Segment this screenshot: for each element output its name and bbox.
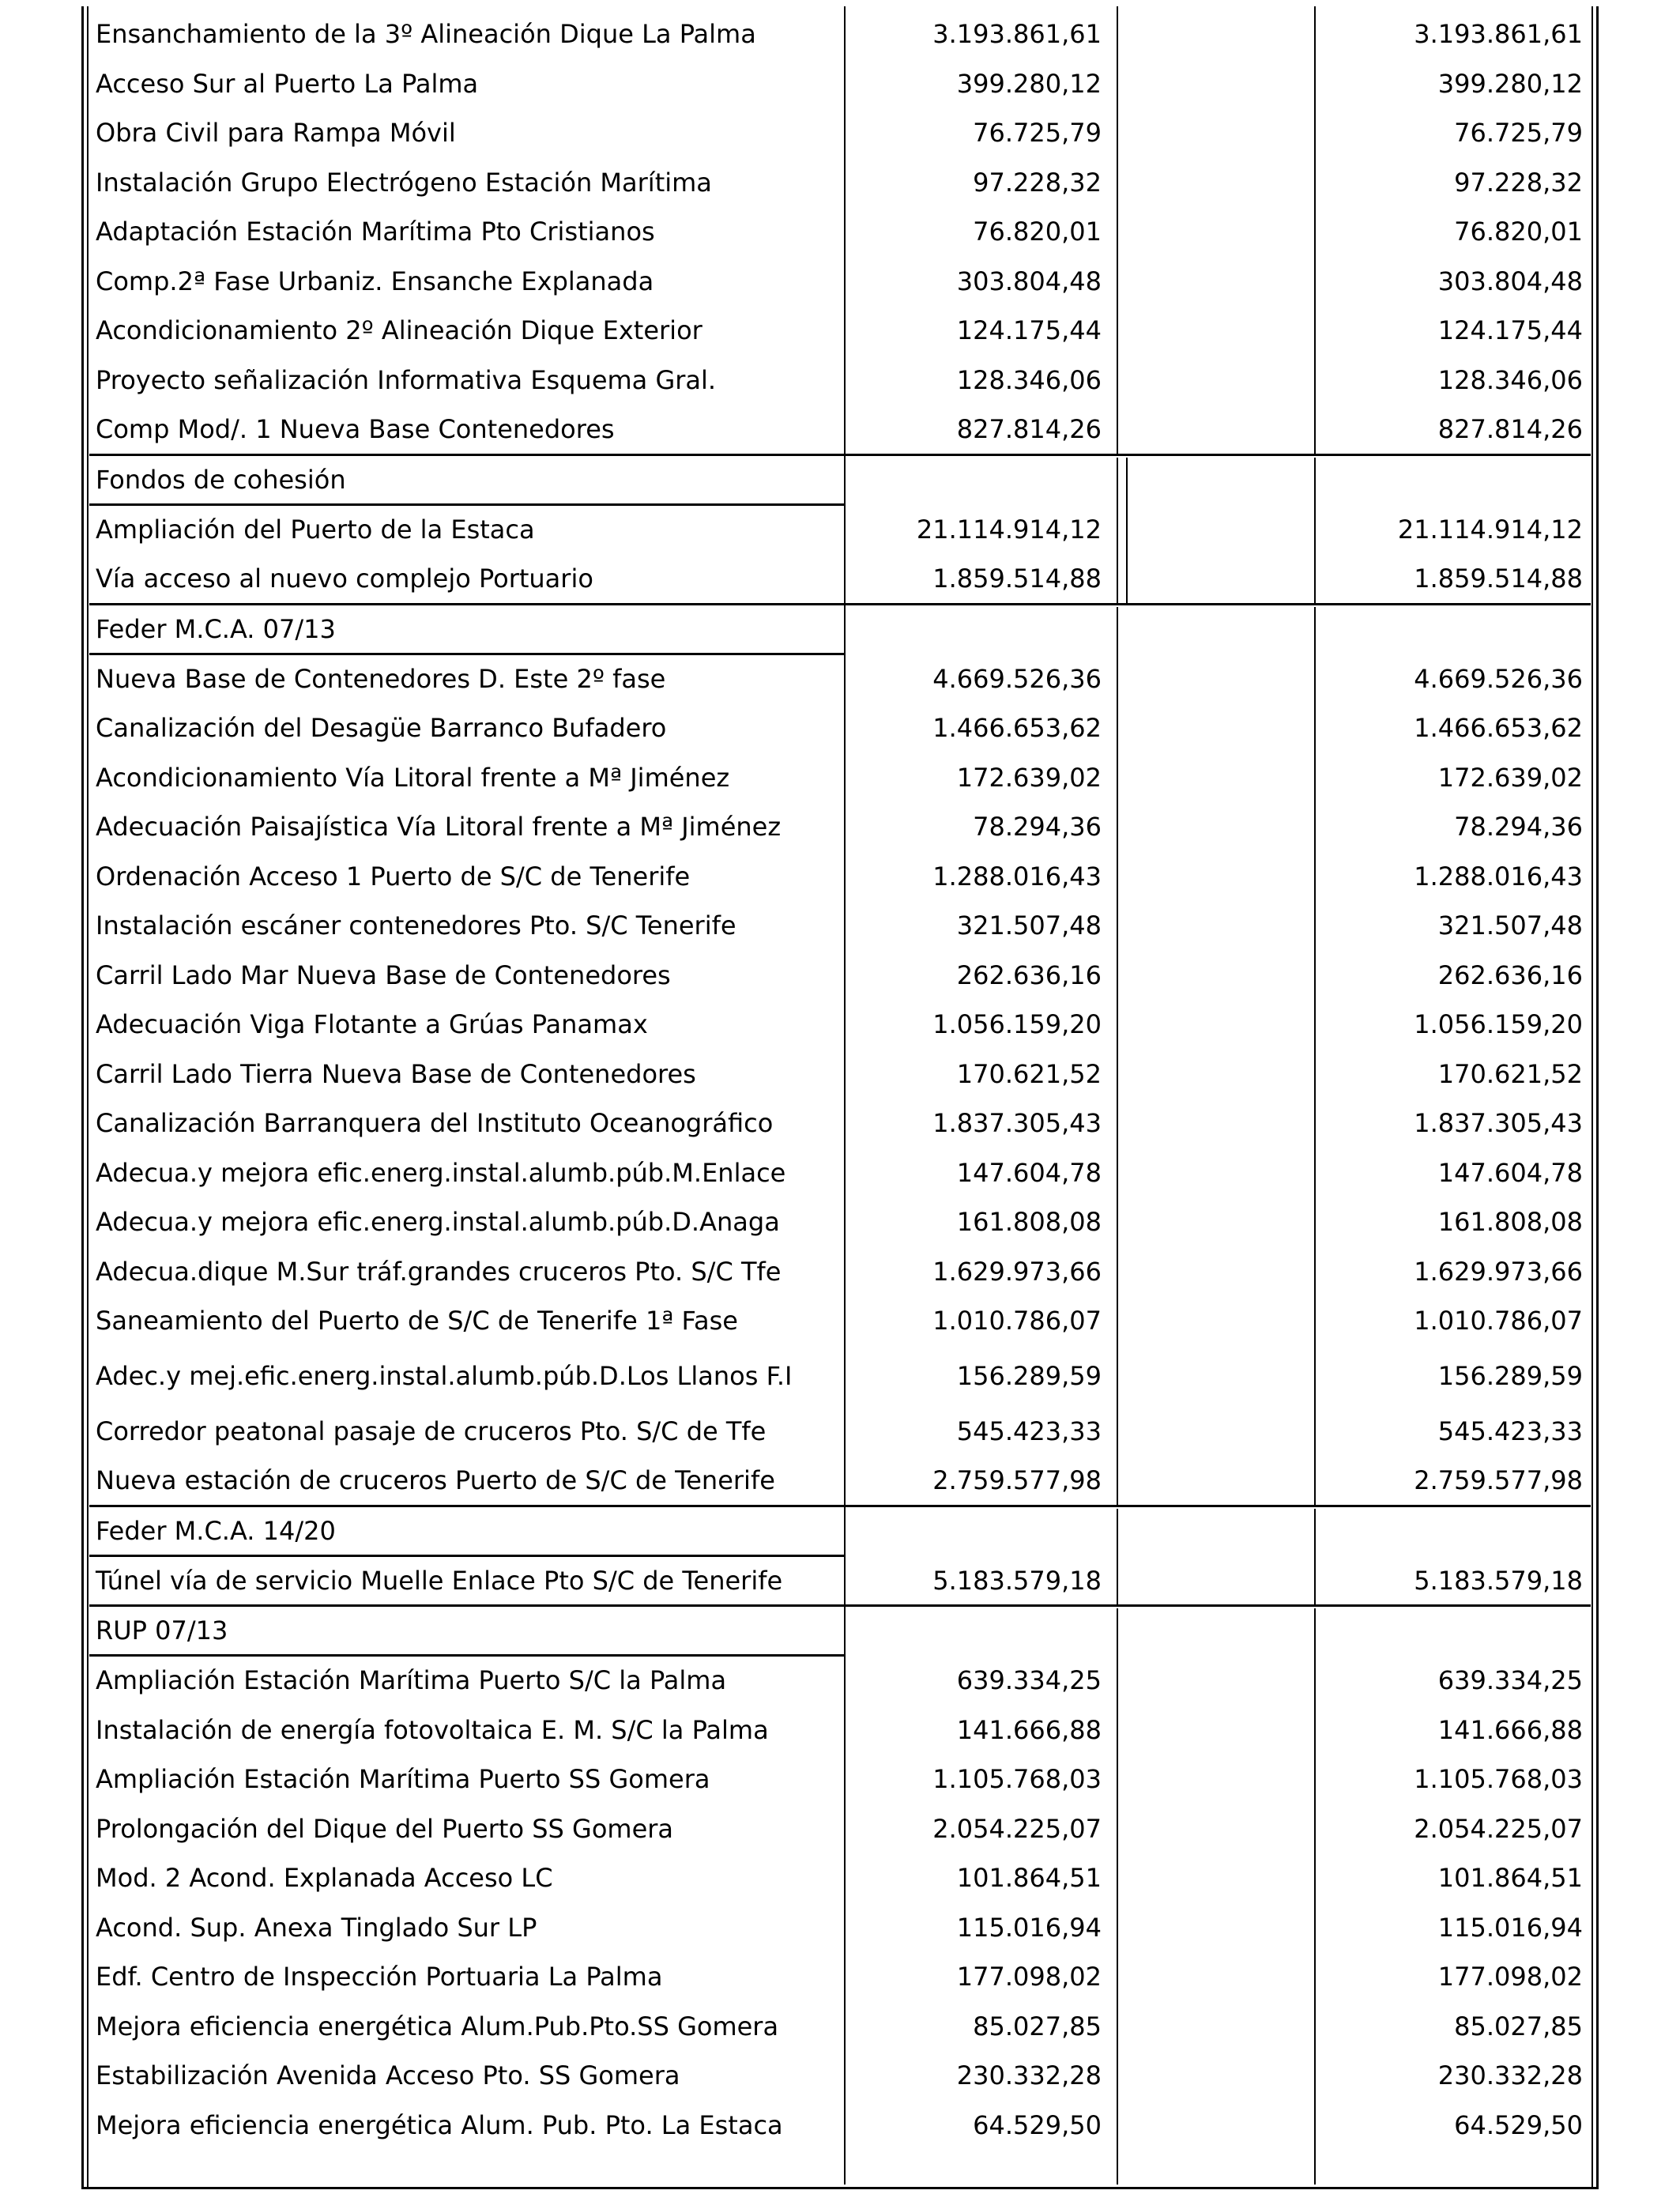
item-amount: 3.193.861,61 <box>932 19 1102 50</box>
item-total: 85.027,85 <box>1454 2011 1583 2041</box>
item-total: 156.289,59 <box>1437 1361 1583 1391</box>
section-header: Feder M.C.A. 14/20 <box>96 1515 336 1546</box>
item-total: 21.114.914,12 <box>1397 514 1583 545</box>
item-total: 141.666,88 <box>1437 1714 1583 1745</box>
item-amount: 124.175,44 <box>956 315 1102 346</box>
item-description: Ampliación del Puerto de la Estaca <box>96 514 535 545</box>
item-total: 827.814,26 <box>1437 414 1583 445</box>
item-description: Edf. Centro de Inspección Portuaria La Palma <box>96 1962 663 1992</box>
item-description: Acond. Sup. Anexa Tinglado Sur LP <box>96 1912 537 1943</box>
item-amount: 141.666,88 <box>956 1714 1102 1745</box>
item-amount: 303.804,48 <box>956 266 1102 296</box>
item-description: Instalación Grupo Electrógeno Estación Marítima <box>96 167 712 198</box>
item-description: Carril Lado Mar Nueva Base de Contenedores <box>96 959 671 990</box>
item-total: 1.288.016,43 <box>1414 861 1583 892</box>
item-description: Obra Civil para Rampa Móvil <box>96 118 456 149</box>
item-amount: 1.288.016,43 <box>932 861 1102 892</box>
item-total: 321.507,48 <box>1437 910 1583 941</box>
item-amount: 1.629.973,66 <box>932 1256 1102 1287</box>
item-description: Comp.2ª Fase Urbaniz. Ensanche Explanada <box>96 266 654 296</box>
column-divider-description <box>844 6 846 454</box>
column-divider-amount <box>1117 6 1118 454</box>
item-total: 76.725,79 <box>1454 118 1583 149</box>
item-total: 147.604,78 <box>1437 1157 1583 1188</box>
item-description: Vía acceso al nuevo complejo Portuario <box>96 564 593 594</box>
item-total: 639.334,25 <box>1437 1665 1583 1696</box>
item-description: Acondicionamiento 2º Alineación Dique Exterior <box>96 315 703 346</box>
column-divider-amount <box>1117 607 1118 1506</box>
item-total: 4.669.526,36 <box>1414 663 1583 694</box>
item-description: Corredor peatonal pasaje de cruceros Pto. S/C de Tfe <box>96 1416 767 1446</box>
item-total: 2.054.225,07 <box>1414 1813 1583 1844</box>
item-description: Prolongación del Dique del Puerto SS Gomera <box>96 1813 674 1844</box>
item-description: Acondicionamiento Vía Litoral frente a Mª Jiménez <box>96 762 730 793</box>
item-total: 101.864,51 <box>1437 1863 1583 1894</box>
item-amount: 170.621,52 <box>956 1058 1102 1089</box>
item-description: Acceso Sur al Puerto La Palma <box>96 68 479 99</box>
item-total: 1.629.973,66 <box>1414 1256 1583 1287</box>
item-total: 78.294,36 <box>1454 812 1583 843</box>
item-amount: 1.105.768,03 <box>932 1764 1102 1795</box>
item-amount: 85.027,85 <box>973 2011 1102 2041</box>
column-divider-total <box>1314 607 1316 1506</box>
item-total: 1.466.653,62 <box>1414 713 1583 744</box>
item-total: 545.423,33 <box>1437 1416 1583 1446</box>
item-description: Adecua.y mejora efic.energ.instal.alumb.púb.D.Anaga <box>96 1207 780 1238</box>
item-amount: 827.814,26 <box>956 414 1102 445</box>
item-amount: 399.280,12 <box>956 68 1102 99</box>
column-divider-total <box>1314 6 1316 454</box>
item-amount: 2.054.225,07 <box>932 1813 1102 1844</box>
column-divider-amount <box>1117 458 1118 604</box>
item-amount: 21.114.914,12 <box>916 514 1102 545</box>
item-description: Adecua.y mejora efic.energ.instal.alumb.púb.M.Enlace <box>96 1157 786 1188</box>
section-header: Fondos de cohesión <box>96 464 346 495</box>
item-total: 124.175,44 <box>1437 315 1583 346</box>
item-amount: 1.010.786,07 <box>932 1306 1102 1336</box>
item-total: 3.193.861,61 <box>1414 19 1583 50</box>
item-total: 1.859.514,88 <box>1414 564 1583 594</box>
item-description: Comp Mod/. 1 Nueva Base Contenedores <box>96 414 615 445</box>
item-description: Instalación escáner contenedores Pto. S/C Tenerife <box>96 910 736 941</box>
item-amount: 321.507,48 <box>956 910 1102 941</box>
item-total: 399.280,12 <box>1437 68 1583 99</box>
item-amount: 76.820,01 <box>973 217 1102 247</box>
item-amount: 1.056.159,20 <box>932 1009 1102 1040</box>
item-total: 64.529,50 <box>1454 2109 1583 2140</box>
item-description: Ensanchamiento de la 3º Alineación Dique La Palma <box>96 19 756 50</box>
item-amount: 545.423,33 <box>956 1416 1102 1446</box>
item-amount: 128.346,06 <box>956 364 1102 395</box>
item-total: 262.636,16 <box>1437 959 1583 990</box>
item-amount: 4.669.526,36 <box>932 663 1102 694</box>
item-total: 2.759.577,98 <box>1414 1465 1583 1496</box>
item-description: Canalización Barranquera del Instituto Oceanográfico <box>96 1108 774 1139</box>
item-description: Instalación de energía fotovoltaica E. M. S/C la Palma <box>96 1714 769 1745</box>
item-description: Nueva Base de Contenedores D. Este 2º fase <box>96 663 666 694</box>
item-total: 128.346,06 <box>1437 364 1583 395</box>
item-total: 115.016,94 <box>1437 1912 1583 1943</box>
item-description: Adecua.dique M.Sur tráf.grandes cruceros Pto. S/C Tfe <box>96 1256 782 1287</box>
item-description: Carril Lado Tierra Nueva Base de Contenedores <box>96 1058 696 1089</box>
item-total: 172.639,02 <box>1437 762 1583 793</box>
item-description: Nueva estación de cruceros Puerto de S/C de Tenerife <box>96 1465 775 1496</box>
item-amount: 2.759.577,98 <box>932 1465 1102 1496</box>
item-total: 230.332,28 <box>1437 2060 1583 2091</box>
column-divider-total <box>1314 1608 1316 2185</box>
item-description: Adecuación Paisajística Vía Litoral frente a Mª Jiménez <box>96 812 782 843</box>
item-amount: 147.604,78 <box>956 1157 1102 1188</box>
item-total: 303.804,48 <box>1437 266 1583 296</box>
budget-table <box>81 6 1599 2189</box>
item-description: Túnel vía de servicio Muelle Enlace Pto S/C de Tenerife <box>96 1565 783 1596</box>
item-amount: 230.332,28 <box>956 2060 1102 2091</box>
item-description: Mejora eficiencia energética Alum.Pub.Pto.SS Gomera <box>96 2011 779 2041</box>
item-description: Adecuación Viga Flotante a Grúas Panamax <box>96 1009 648 1040</box>
item-description: Mod. 2 Acond. Explanada Acceso LC <box>96 1863 553 1894</box>
column-divider-double <box>1126 458 1128 604</box>
item-description: Adec.y mej.efic.energ.instal.alumb.púb.D.Los Llanos F.I <box>96 1361 793 1391</box>
column-divider-amount <box>1117 1509 1118 1606</box>
item-description: Ampliación Estación Marítima Puerto S/C la Palma <box>96 1665 727 1696</box>
item-total: 177.098,02 <box>1437 1962 1583 1992</box>
column-divider-description <box>844 1608 846 2185</box>
item-amount: 1.466.653,62 <box>932 713 1102 744</box>
item-amount: 115.016,94 <box>956 1912 1102 1943</box>
item-description: Canalización del Desagüe Barranco Bufadero <box>96 713 667 744</box>
item-total: 76.820,01 <box>1454 217 1583 247</box>
table-bottom-border <box>81 2182 1599 2189</box>
section-header: Feder M.C.A. 07/13 <box>96 613 336 644</box>
item-amount: 1.837.305,43 <box>932 1108 1102 1139</box>
item-description: Adaptación Estación Marítima Pto Cristianos <box>96 217 655 247</box>
column-divider-description <box>844 607 846 1506</box>
item-amount: 76.725,79 <box>973 118 1102 149</box>
item-amount: 156.289,59 <box>956 1361 1102 1391</box>
item-total: 1.837.305,43 <box>1414 1108 1583 1139</box>
item-description: Saneamiento del Puerto de S/C de Tenerife 1ª Fase <box>96 1306 738 1336</box>
column-divider-total <box>1314 1509 1316 1606</box>
item-amount: 172.639,02 <box>956 762 1102 793</box>
item-description: Ordenación Acceso 1 Puerto de S/C de Tenerife <box>96 861 691 892</box>
item-total: 1.056.159,20 <box>1414 1009 1583 1040</box>
item-description: Estabilización Avenida Acceso Pto. SS Gomera <box>96 2060 680 2091</box>
item-total: 5.183.579,18 <box>1414 1565 1583 1596</box>
column-divider-description <box>844 1509 846 1606</box>
item-amount: 5.183.579,18 <box>932 1565 1102 1596</box>
item-amount: 639.334,25 <box>956 1665 1102 1696</box>
item-total: 97.228,32 <box>1454 167 1583 198</box>
section-header: RUP 07/13 <box>96 1615 228 1646</box>
item-total: 161.808,08 <box>1437 1207 1583 1238</box>
item-total: 1.010.786,07 <box>1414 1306 1583 1336</box>
item-description: Proyecto señalización Informativa Esquema Gral. <box>96 364 717 395</box>
item-amount: 262.636,16 <box>956 959 1102 990</box>
column-divider-total <box>1314 458 1316 604</box>
item-amount: 1.859.514,88 <box>932 564 1102 594</box>
item-description: Ampliación Estación Marítima Puerto SS Gomera <box>96 1764 710 1795</box>
item-amount: 64.529,50 <box>973 2109 1102 2140</box>
item-total: 1.105.768,03 <box>1414 1764 1583 1795</box>
item-amount: 161.808,08 <box>956 1207 1102 1238</box>
column-divider-amount <box>1117 1608 1118 2185</box>
item-amount: 101.864,51 <box>956 1863 1102 1894</box>
item-description: Mejora eficiencia energética Alum. Pub. Pto. La Estaca <box>96 2109 783 2140</box>
item-amount: 97.228,32 <box>973 167 1102 198</box>
item-amount: 177.098,02 <box>956 1962 1102 1992</box>
item-amount: 78.294,36 <box>973 812 1102 843</box>
column-divider-description <box>844 458 846 604</box>
item-total: 170.621,52 <box>1437 1058 1583 1089</box>
